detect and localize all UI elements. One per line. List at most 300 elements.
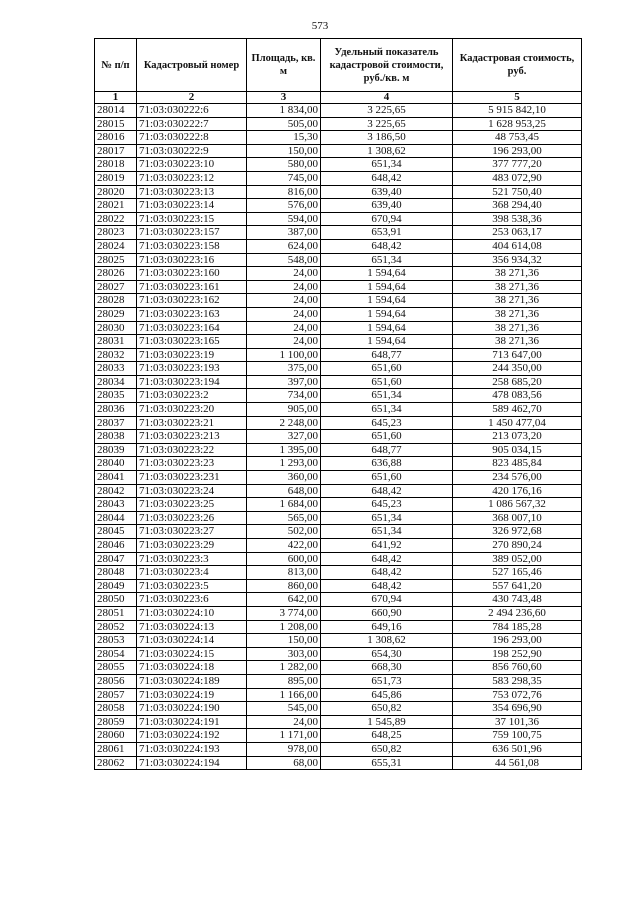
unit-value-cell: 639,40 bbox=[321, 185, 453, 199]
area-cell: 860,00 bbox=[247, 579, 321, 593]
row-number-cell: 28024 bbox=[95, 239, 137, 253]
row-number-cell: 28036 bbox=[95, 403, 137, 417]
unit-value-cell: 651,34 bbox=[321, 511, 453, 525]
table-row bbox=[95, 294, 582, 308]
unit-value-cell: 1 594,64 bbox=[321, 280, 453, 294]
unit-value-cell: 651,73 bbox=[321, 674, 453, 688]
area-cell: 978,00 bbox=[247, 742, 321, 756]
cadastral-number-cell: 71:03:030224:19 bbox=[137, 688, 247, 702]
cadastral-number-cell: 71:03:030224:194 bbox=[137, 756, 247, 770]
row-number-cell: 28048 bbox=[95, 566, 137, 580]
unit-value-cell: 1 594,64 bbox=[321, 335, 453, 349]
row-number-cell: 28033 bbox=[95, 362, 137, 376]
table-row bbox=[95, 674, 582, 688]
cadastral-number-cell: 71:03:030223:24 bbox=[137, 484, 247, 498]
area-cell: 502,00 bbox=[247, 525, 321, 539]
area-cell: 2 248,00 bbox=[247, 416, 321, 430]
area-cell: 24,00 bbox=[247, 335, 321, 349]
unit-value-cell: 1 594,64 bbox=[321, 321, 453, 335]
unit-value-cell: 648,42 bbox=[321, 566, 453, 580]
unit-value-cell: 648,77 bbox=[321, 443, 453, 457]
unit-value-cell: 651,60 bbox=[321, 375, 453, 389]
unit-value-cell: 648,77 bbox=[321, 348, 453, 362]
unit-value-cell: 648,42 bbox=[321, 171, 453, 185]
table-row bbox=[95, 144, 582, 158]
unit-value-cell: 651,34 bbox=[321, 158, 453, 172]
cadastral-number-cell: 71:03:030223:165 bbox=[137, 335, 247, 349]
table-row bbox=[95, 661, 582, 675]
row-number-cell: 28059 bbox=[95, 715, 137, 729]
area-cell: 1 208,00 bbox=[247, 620, 321, 634]
area-cell: 624,00 bbox=[247, 239, 321, 253]
area-cell: 24,00 bbox=[247, 307, 321, 321]
row-number-cell: 28028 bbox=[95, 294, 137, 308]
unit-value-cell: 1 594,64 bbox=[321, 307, 453, 321]
unit-value-cell: 639,40 bbox=[321, 199, 453, 213]
cadastral-number-cell: 71:03:030223:29 bbox=[137, 539, 247, 553]
area-cell: 150,00 bbox=[247, 144, 321, 158]
cadastral-number-cell: 71:03:030223:22 bbox=[137, 443, 247, 457]
cadastral-number-cell: 71:03:030224:10 bbox=[137, 606, 247, 620]
cadastral-number-cell: 71:03:030224:189 bbox=[137, 674, 247, 688]
cadastral-value-cell: 478 083,56 bbox=[453, 389, 582, 403]
area-cell: 387,00 bbox=[247, 226, 321, 240]
cadastral-number-cell: 71:03:030223:162 bbox=[137, 294, 247, 308]
cadastral-number-cell: 71:03:030224:18 bbox=[137, 661, 247, 675]
area-cell: 648,00 bbox=[247, 484, 321, 498]
table-row bbox=[95, 362, 582, 376]
area-cell: 548,00 bbox=[247, 253, 321, 267]
table-row bbox=[95, 579, 582, 593]
cadastral-number-cell: 71:03:030222:6 bbox=[137, 104, 247, 118]
header-row bbox=[95, 39, 582, 92]
table-row bbox=[95, 715, 582, 729]
table-row bbox=[95, 348, 582, 362]
cadastral-number-cell: 71:03:030223:23 bbox=[137, 457, 247, 471]
table-row bbox=[95, 131, 582, 145]
area-cell: 1 293,00 bbox=[247, 457, 321, 471]
table-row bbox=[95, 239, 582, 253]
cadastral-value-cell: 823 485,84 bbox=[453, 457, 582, 471]
area-cell: 3 774,00 bbox=[247, 606, 321, 620]
unit-value-cell: 648,42 bbox=[321, 239, 453, 253]
cadastral-number-cell: 71:03:030223:13 bbox=[137, 185, 247, 199]
cadastral-number-cell: 71:03:030223:6 bbox=[137, 593, 247, 607]
cadastral-number-cell: 71:03:030223:21 bbox=[137, 416, 247, 430]
unit-value-cell: 654,30 bbox=[321, 647, 453, 661]
row-number-cell: 28037 bbox=[95, 416, 137, 430]
table-row bbox=[95, 416, 582, 430]
cadastral-number-cell: 71:03:030223:16 bbox=[137, 253, 247, 267]
area-cell: 565,00 bbox=[247, 511, 321, 525]
table-row bbox=[95, 539, 582, 553]
row-number-cell: 28046 bbox=[95, 539, 137, 553]
unit-value-cell: 651,34 bbox=[321, 389, 453, 403]
table-row bbox=[95, 443, 582, 457]
cadastral-value-cell: 5 915 842,10 bbox=[453, 104, 582, 118]
row-number-cell: 28041 bbox=[95, 471, 137, 485]
cadastral-value-cell: 38 271,36 bbox=[453, 280, 582, 294]
cadastral-number-cell: 71:03:030223:231 bbox=[137, 471, 247, 485]
area-cell: 895,00 bbox=[247, 674, 321, 688]
cadastral-number-cell: 71:03:030224:192 bbox=[137, 729, 247, 743]
area-cell: 734,00 bbox=[247, 389, 321, 403]
cadastral-number-cell: 71:03:030223:160 bbox=[137, 267, 247, 281]
table-body bbox=[95, 104, 582, 770]
table-row bbox=[95, 321, 582, 335]
area-cell: 1 100,00 bbox=[247, 348, 321, 362]
row-number-cell: 28029 bbox=[95, 307, 137, 321]
area-cell: 1 166,00 bbox=[247, 688, 321, 702]
cadastral-number-cell: 71:03:030223:12 bbox=[137, 171, 247, 185]
cadastral-value-cell: 753 072,76 bbox=[453, 688, 582, 702]
cadastral-number-cell: 71:03:030223:213 bbox=[137, 430, 247, 444]
cadastral-value-cell: 38 271,36 bbox=[453, 335, 582, 349]
cadastral-number-cell: 71:03:030223:193 bbox=[137, 362, 247, 376]
unit-value-cell: 645,23 bbox=[321, 498, 453, 512]
table-row bbox=[95, 634, 582, 648]
row-number-cell: 28021 bbox=[95, 199, 137, 213]
table-row bbox=[95, 620, 582, 634]
column-number: 2 bbox=[137, 92, 247, 104]
table-row bbox=[95, 457, 582, 471]
row-number-cell: 28023 bbox=[95, 226, 137, 240]
cadastral-number-cell: 71:03:030224:190 bbox=[137, 702, 247, 716]
unit-value-cell: 645,86 bbox=[321, 688, 453, 702]
cadastral-value-cell: 48 753,45 bbox=[453, 131, 582, 145]
area-cell: 303,00 bbox=[247, 647, 321, 661]
area-cell: 600,00 bbox=[247, 552, 321, 566]
row-number-cell: 28061 bbox=[95, 742, 137, 756]
area-cell: 1 395,00 bbox=[247, 443, 321, 457]
unit-value-cell: 641,92 bbox=[321, 539, 453, 553]
row-number-cell: 28042 bbox=[95, 484, 137, 498]
cadastral-value-cell: 356 934,32 bbox=[453, 253, 582, 267]
row-number-cell: 28015 bbox=[95, 117, 137, 131]
row-number-cell: 28026 bbox=[95, 267, 137, 281]
table-row bbox=[95, 389, 582, 403]
table-row bbox=[95, 729, 582, 743]
row-number-cell: 28062 bbox=[95, 756, 137, 770]
unit-value-cell: 648,42 bbox=[321, 579, 453, 593]
row-number-cell: 28040 bbox=[95, 457, 137, 471]
cadastral-value-cell: 234 576,00 bbox=[453, 471, 582, 485]
cadastral-value-cell: 244 350,00 bbox=[453, 362, 582, 376]
table-row bbox=[95, 267, 582, 281]
area-cell: 24,00 bbox=[247, 280, 321, 294]
table-row bbox=[95, 688, 582, 702]
area-cell: 642,00 bbox=[247, 593, 321, 607]
cadastral-number-cell: 71:03:030223:163 bbox=[137, 307, 247, 321]
area-cell: 375,00 bbox=[247, 362, 321, 376]
area-cell: 576,00 bbox=[247, 199, 321, 213]
column-number-row bbox=[95, 92, 582, 104]
area-cell: 545,00 bbox=[247, 702, 321, 716]
unit-value-cell: 651,60 bbox=[321, 471, 453, 485]
unit-value-cell: 651,60 bbox=[321, 362, 453, 376]
unit-value-cell: 651,34 bbox=[321, 403, 453, 417]
row-number-cell: 28060 bbox=[95, 729, 137, 743]
cadastral-value-cell: 38 271,36 bbox=[453, 294, 582, 308]
cadastral-value-cell: 905 034,15 bbox=[453, 443, 582, 457]
cadastral-number-cell: 71:03:030223:26 bbox=[137, 511, 247, 525]
table-row bbox=[95, 199, 582, 213]
row-number-cell: 28038 bbox=[95, 430, 137, 444]
unit-value-cell: 651,34 bbox=[321, 525, 453, 539]
unit-value-cell: 3 225,65 bbox=[321, 117, 453, 131]
unit-value-cell: 653,91 bbox=[321, 226, 453, 240]
area-cell: 397,00 bbox=[247, 375, 321, 389]
row-number-cell: 28053 bbox=[95, 634, 137, 648]
row-number-cell: 28025 bbox=[95, 253, 137, 267]
area-cell: 24,00 bbox=[247, 294, 321, 308]
table-row bbox=[95, 117, 582, 131]
header-cadastral-number: Кадастровый номер bbox=[137, 39, 247, 92]
unit-value-cell: 1 308,62 bbox=[321, 634, 453, 648]
page-number: 573 bbox=[311, 20, 329, 32]
area-cell: 1 684,00 bbox=[247, 498, 321, 512]
row-number-cell: 28055 bbox=[95, 661, 137, 675]
unit-value-cell: 1 594,64 bbox=[321, 294, 453, 308]
column-number: 3 bbox=[247, 92, 321, 104]
table-row bbox=[95, 212, 582, 226]
row-number-cell: 28047 bbox=[95, 552, 137, 566]
area-cell: 905,00 bbox=[247, 403, 321, 417]
row-number-cell: 28051 bbox=[95, 606, 137, 620]
row-number-cell: 28057 bbox=[95, 688, 137, 702]
cadastral-value-cell: 326 972,68 bbox=[453, 525, 582, 539]
table-row bbox=[95, 566, 582, 580]
column-number: 1 bbox=[95, 92, 137, 104]
unit-value-cell: 670,94 bbox=[321, 593, 453, 607]
table-row bbox=[95, 171, 582, 185]
cadastral-value-cell: 713 647,00 bbox=[453, 348, 582, 362]
table-row bbox=[95, 647, 582, 661]
cadastral-number-cell: 71:03:030223:14 bbox=[137, 199, 247, 213]
cadastral-value-cell: 430 743,48 bbox=[453, 593, 582, 607]
table-row bbox=[95, 552, 582, 566]
row-number-cell: 28019 bbox=[95, 171, 137, 185]
row-number-cell: 28050 bbox=[95, 593, 137, 607]
cadastral-value-cell: 856 760,60 bbox=[453, 661, 582, 675]
area-cell: 360,00 bbox=[247, 471, 321, 485]
row-number-cell: 28052 bbox=[95, 620, 137, 634]
cadastral-value-cell: 196 293,00 bbox=[453, 144, 582, 158]
area-cell: 422,00 bbox=[247, 539, 321, 553]
cadastral-value-cell: 589 462,70 bbox=[453, 403, 582, 417]
area-cell: 594,00 bbox=[247, 212, 321, 226]
column-number: 4 bbox=[321, 92, 453, 104]
table-row bbox=[95, 253, 582, 267]
row-number-cell: 28027 bbox=[95, 280, 137, 294]
cadastral-value-cell: 483 072,90 bbox=[453, 171, 582, 185]
cadastral-number-cell: 71:03:030223:164 bbox=[137, 321, 247, 335]
table-row bbox=[95, 702, 582, 716]
row-number-cell: 28058 bbox=[95, 702, 137, 716]
cadastral-value-cell: 253 063,17 bbox=[453, 226, 582, 240]
cadastral-number-cell: 71:03:030223:20 bbox=[137, 403, 247, 417]
row-number-cell: 28032 bbox=[95, 348, 137, 362]
unit-value-cell: 651,34 bbox=[321, 253, 453, 267]
cadastral-value-cell: 213 073,20 bbox=[453, 430, 582, 444]
header-unit-value: Удельный показатель кадастровой стоимости, руб./кв. м bbox=[321, 39, 453, 92]
cadastral-value-cell: 368 294,40 bbox=[453, 199, 582, 213]
cadastral-value-cell: 636 501,96 bbox=[453, 742, 582, 756]
area-cell: 24,00 bbox=[247, 267, 321, 281]
unit-value-cell: 649,16 bbox=[321, 620, 453, 634]
area-cell: 580,00 bbox=[247, 158, 321, 172]
cadastral-number-cell: 71:03:030223:19 bbox=[137, 348, 247, 362]
cadastral-number-cell: 71:03:030223:157 bbox=[137, 226, 247, 240]
cadastral-number-cell: 71:03:030223:158 bbox=[137, 239, 247, 253]
area-cell: 1 171,00 bbox=[247, 729, 321, 743]
row-number-cell: 28014 bbox=[95, 104, 137, 118]
cadastral-value-cell: 420 176,16 bbox=[453, 484, 582, 498]
cadastral-value-cell: 583 298,35 bbox=[453, 674, 582, 688]
cadastral-value-cell: 38 271,36 bbox=[453, 307, 582, 321]
row-number-cell: 28043 bbox=[95, 498, 137, 512]
cadastral-value-cell: 44 561,08 bbox=[453, 756, 582, 770]
area-cell: 1 834,00 bbox=[247, 104, 321, 118]
area-cell: 327,00 bbox=[247, 430, 321, 444]
row-number-cell: 28034 bbox=[95, 375, 137, 389]
cadastral-value-cell: 398 538,36 bbox=[453, 212, 582, 226]
cadastral-value-cell: 38 271,36 bbox=[453, 321, 582, 335]
table-row bbox=[95, 484, 582, 498]
cadastral-value-cell: 1 450 477,04 bbox=[453, 416, 582, 430]
area-cell: 68,00 bbox=[247, 756, 321, 770]
cadastral-number-cell: 71:03:030224:13 bbox=[137, 620, 247, 634]
header-row-number: № п/п bbox=[95, 39, 137, 92]
table-row bbox=[95, 471, 582, 485]
cadastral-value-cell: 38 271,36 bbox=[453, 267, 582, 281]
table-row bbox=[95, 742, 582, 756]
area-cell: 813,00 bbox=[247, 566, 321, 580]
unit-value-cell: 648,42 bbox=[321, 552, 453, 566]
cadastral-number-cell: 71:03:030223:194 bbox=[137, 375, 247, 389]
table-row bbox=[95, 104, 582, 118]
unit-value-cell: 650,82 bbox=[321, 742, 453, 756]
row-number-cell: 28049 bbox=[95, 579, 137, 593]
cadastral-number-cell: 71:03:030222:9 bbox=[137, 144, 247, 158]
cadastral-number-cell: 71:03:030223:4 bbox=[137, 566, 247, 580]
table-row bbox=[95, 756, 582, 770]
area-cell: 15,30 bbox=[247, 131, 321, 145]
cadastral-value-cell: 1 628 953,25 bbox=[453, 117, 582, 131]
unit-value-cell: 1 594,64 bbox=[321, 267, 453, 281]
cadastral-number-cell: 71:03:030223:25 bbox=[137, 498, 247, 512]
cadastral-value-cell: 368 007,10 bbox=[453, 511, 582, 525]
row-number-cell: 28030 bbox=[95, 321, 137, 335]
cadastral-value-cell: 784 185,28 bbox=[453, 620, 582, 634]
cadastral-number-cell: 71:03:030223:161 bbox=[137, 280, 247, 294]
cadastral-value-cell: 258 685,20 bbox=[453, 375, 582, 389]
header-cadastral-value: Кадастровая стоимость, руб. bbox=[453, 39, 582, 92]
row-number-cell: 28016 bbox=[95, 131, 137, 145]
cadastral-value-cell: 389 052,00 bbox=[453, 552, 582, 566]
unit-value-cell: 645,23 bbox=[321, 416, 453, 430]
table-row bbox=[95, 158, 582, 172]
table-row bbox=[95, 226, 582, 240]
area-cell: 24,00 bbox=[247, 321, 321, 335]
cadastral-number-cell: 71:03:030222:7 bbox=[137, 117, 247, 131]
cadastral-value-cell: 198 252,90 bbox=[453, 647, 582, 661]
unit-value-cell: 670,94 bbox=[321, 212, 453, 226]
area-cell: 745,00 bbox=[247, 171, 321, 185]
unit-value-cell: 3 186,50 bbox=[321, 131, 453, 145]
cadastral-number-cell: 71:03:030223:2 bbox=[137, 389, 247, 403]
row-number-cell: 28020 bbox=[95, 185, 137, 199]
unit-value-cell: 1 545,89 bbox=[321, 715, 453, 729]
cadastral-number-cell: 71:03:030224:191 bbox=[137, 715, 247, 729]
cadastral-value-cell: 354 696,90 bbox=[453, 702, 582, 716]
cadastral-number-cell: 71:03:030223:3 bbox=[137, 552, 247, 566]
unit-value-cell: 660,90 bbox=[321, 606, 453, 620]
row-number-cell: 28017 bbox=[95, 144, 137, 158]
table-row bbox=[95, 606, 582, 620]
row-number-cell: 28039 bbox=[95, 443, 137, 457]
table-row bbox=[95, 511, 582, 525]
header-area: Площадь, кв. м bbox=[247, 39, 321, 92]
area-cell: 816,00 bbox=[247, 185, 321, 199]
cadastral-value-cell: 759 100,75 bbox=[453, 729, 582, 743]
table-row bbox=[95, 525, 582, 539]
cadastral-value-cell: 1 086 567,32 bbox=[453, 498, 582, 512]
area-cell: 505,00 bbox=[247, 117, 321, 131]
row-number-cell: 28054 bbox=[95, 647, 137, 661]
column-number: 5 bbox=[453, 92, 582, 104]
table-row bbox=[95, 375, 582, 389]
table-row bbox=[95, 430, 582, 444]
area-cell: 24,00 bbox=[247, 715, 321, 729]
cadastral-value-cell: 521 750,40 bbox=[453, 185, 582, 199]
table-row bbox=[95, 185, 582, 199]
cadastral-number-cell: 71:03:030224:14 bbox=[137, 634, 247, 648]
cadastral-number-cell: 71:03:030223:27 bbox=[137, 525, 247, 539]
unit-value-cell: 636,88 bbox=[321, 457, 453, 471]
row-number-cell: 28031 bbox=[95, 335, 137, 349]
table-row bbox=[95, 307, 582, 321]
table-row bbox=[95, 335, 582, 349]
row-number-cell: 28018 bbox=[95, 158, 137, 172]
cadastral-number-cell: 71:03:030224:15 bbox=[137, 647, 247, 661]
unit-value-cell: 668,30 bbox=[321, 661, 453, 675]
cadastral-number-cell: 71:03:030223:5 bbox=[137, 579, 247, 593]
cadastral-value-cell: 2 494 236,60 bbox=[453, 606, 582, 620]
area-cell: 150,00 bbox=[247, 634, 321, 648]
unit-value-cell: 1 308,62 bbox=[321, 144, 453, 158]
cadastral-value-cell: 37 101,36 bbox=[453, 715, 582, 729]
row-number-cell: 28056 bbox=[95, 674, 137, 688]
unit-value-cell: 650,82 bbox=[321, 702, 453, 716]
row-number-cell: 28044 bbox=[95, 511, 137, 525]
unit-value-cell: 648,25 bbox=[321, 729, 453, 743]
cadastral-number-cell: 71:03:030224:193 bbox=[137, 742, 247, 756]
cadastral-value-cell: 196 293,00 bbox=[453, 634, 582, 648]
cadastral-value-cell: 270 890,24 bbox=[453, 539, 582, 553]
unit-value-cell: 648,42 bbox=[321, 484, 453, 498]
unit-value-cell: 651,60 bbox=[321, 430, 453, 444]
cadastral-number-cell: 71:03:030223:15 bbox=[137, 212, 247, 226]
cadastral-number-cell: 71:03:030223:10 bbox=[137, 158, 247, 172]
unit-value-cell: 3 225,65 bbox=[321, 104, 453, 118]
area-cell: 1 282,00 bbox=[247, 661, 321, 675]
table-row bbox=[95, 280, 582, 294]
row-number-cell: 28022 bbox=[95, 212, 137, 226]
table-row bbox=[95, 593, 582, 607]
cadastral-value-cell: 377 777,20 bbox=[453, 158, 582, 172]
cadastral-value-cell: 557 641,20 bbox=[453, 579, 582, 593]
